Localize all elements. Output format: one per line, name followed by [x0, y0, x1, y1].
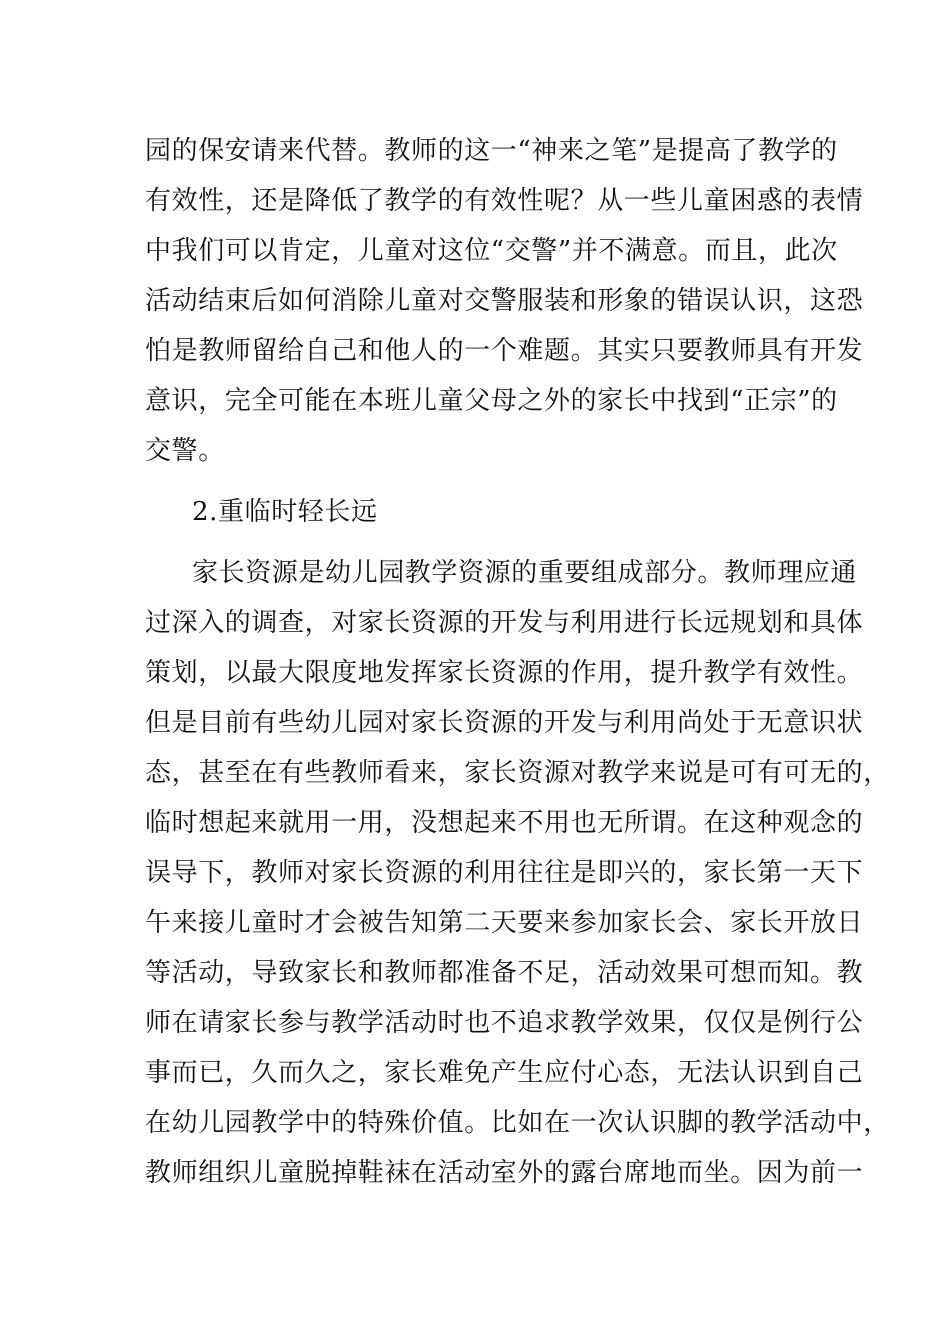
text-line: 在幼儿园教学中的特殊价值。比如在一次认识脚的教学活动中，	[145, 1108, 890, 1138]
text-line: 误导下，教师对家长资源的利用往往是即兴的，家长第一天下	[145, 858, 864, 888]
text-line: 意识，完全可能在本班儿童父母之外的家长中找到“正宗”的	[145, 386, 838, 416]
text-line: 午来接儿童时才会被告知第二天要来参加家长会、家长开放日	[145, 908, 864, 938]
text-line: 策划，以最大限度地发挥家长资源的作用，提升教学有效性。	[145, 658, 864, 688]
section-heading: 2.重临时轻长远	[192, 497, 378, 527]
text-line: 教师组织儿童脱掉鞋袜在活动室外的露台席地而坐。因为前一	[145, 1158, 864, 1188]
text-line: 家长资源是幼儿园教学资源的重要组成部分。教师理应通	[192, 558, 858, 588]
text-line: 态，甚至在有些教师看来，家长资源对教学来说是可有可无的，	[145, 758, 890, 788]
text-line: 园的保安请来代替。教师的这一“神来之笔”是提高了教学的	[145, 136, 838, 166]
text-line: 活动结束后如何消除儿童对交警服装和形象的错误认识，这恐	[145, 286, 864, 316]
text-line: 怕是教师留给自己和他人的一个难题。其实只要教师具有开发	[145, 336, 864, 366]
text-line: 临时想起来就用一用，没想起来不用也无所谓。在这种观念的	[145, 808, 864, 838]
text-line: 事而已，久而久之，家长难免产生应付心态，无法认识到自己	[145, 1058, 864, 1088]
text-line: 但是目前有些幼儿园对家长资源的开发与利用尚处于无意识状	[145, 708, 864, 738]
text-line: 等活动，导致家长和教师都准备不足，活动效果可想而知。教	[145, 958, 864, 988]
text-line: 交警。	[145, 436, 225, 466]
text-line: 中我们可以肯定，儿童对这位“交警”并不满意。而且，此次	[145, 236, 838, 266]
text-line: 有效性，还是降低了教学的有效性呢？从一些儿童困惑的表情	[145, 186, 864, 216]
text-line: 过深入的调查，对家长资源的开发与利用进行长远规划和具体	[145, 608, 864, 638]
text-line: 师在请家长参与教学活动时也不追求教学效果，仅仅是例行公	[145, 1008, 864, 1038]
